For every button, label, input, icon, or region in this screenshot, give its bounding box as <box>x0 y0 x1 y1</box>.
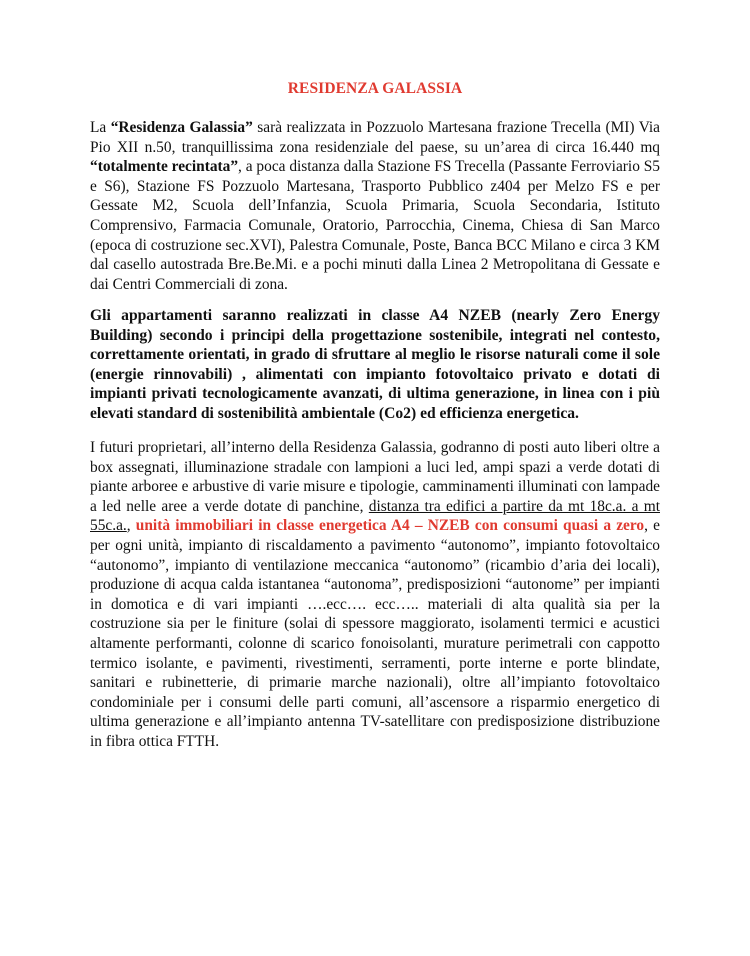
nzeb-paragraph: Gli appartamenti saranno realizzati in classe A4 NZEB (nearly Zero Energy Building) secondo i principi della progettazione sostenibile, integrati nel contesto, correttamente orientati, in grado di sfruttare al meglio le risorse naturali come il sole (energie rinnovabili) , alimentati con impianto fotovoltaico privato e dotati di impianti privati tecnologicamente avanzati, di ultima generazione, in linea con i più elevati standard di sostenibilità ambientale (Co2) ed efficienza energetica. <box>90 307 660 422</box>
intro-text-2: sarà realizzata in Pozzuolo Martesana frazione Trecella (MI) Via Pio XII n.50, tranquillissima zona residenziale del paese, su un’area di circa 16.440 mq <box>90 119 660 156</box>
features-text-1: I futuri proprietari, all’interno della Residenza Galassia, godranno di posti auto liberi oltre a box assegnati, illuminazione stradale con lampioni a luci led, ampi spazi a verde dotati di piante arboree e arbustive di varie misure e tipologie, camminamenti illuminati con lampade a led nelle aree a verde dotate di panchine, <box>90 439 660 515</box>
features-text-sep: , <box>126 517 136 535</box>
residence-name-bold: “Residenza Galassia” <box>110 119 253 136</box>
intro-text-1: La <box>90 119 111 136</box>
intro-paragraph <box>90 118 660 294</box>
energy-class-highlight: unità immobiliari in classe energetica A4 – NZEB con consumi quasi a zero <box>135 517 645 535</box>
document-title: RESIDENZA GALASSIA <box>287 80 463 97</box>
building-distance-underlined: distanza tra edifici a partire da mt 18c.a. a mt 55c.a. <box>90 497 660 535</box>
intro-text-3: , a poca distanza dalla Stazione FS Trecella (Passante Ferroviario S5 e S6), Stazione FS Pozzuolo Martesana, Trasporto Pubblico z404 per Melzo FS e per Gessate M2, Scuola dell’Infanzia, Scuola Primaria, Scuola Secondaria, Istituto Comprensivo, Farmacia Comunale, Oratorio, Parrocchia, Cinema, Chiesa di San Marco (epoca di costruzione sec.XVI), Palestra Comunale, Poste, Banca BCC Milano e circa 3 KM dal casello autostrada Bre.Be.Mi. e a pochi minuti dalla Linea 2 Metropolitana di Gessate e dai Centri Commerciali di zona. <box>90 158 661 293</box>
features-paragraph <box>90 438 660 752</box>
fenced-bold: “totalmente recintata” <box>90 158 239 176</box>
features-text-2: , e per ogni unità, impianto di riscaldamento a pavimento “autonomo”, impianto fotovoltaico “autonomo”, impianto di ventilazione meccanica “autonomo” (ricambio d’aria dei locali), produzione di acqua calda istantanea “autonoma”, predisposizioni “autonome” per impianti in domotica e di vari impianti ….ecc…. ecc….. materiali di alta qualità sia per la costruzione sia per le finiture (solai di spessore maggiorato, isolamenti termici e acustici altamente performanti, colonne di scarico fonoisolanti, murature perimetrali con cappotto termico isolante, e pavimenti, rivestimenti, serramenti, porte interne e porte blindate, sanitari e rubinetterie, di primarie marche nazionali), oltre all’impianto fotovoltaico condominiale per i consumi delle parti comuni, all’ascensore a risparmio energetico di ultima generazione e all’impianto antenna TV-satellitare con predisposizione distribuzione in fibra ottica FTTH. <box>90 517 660 750</box>
